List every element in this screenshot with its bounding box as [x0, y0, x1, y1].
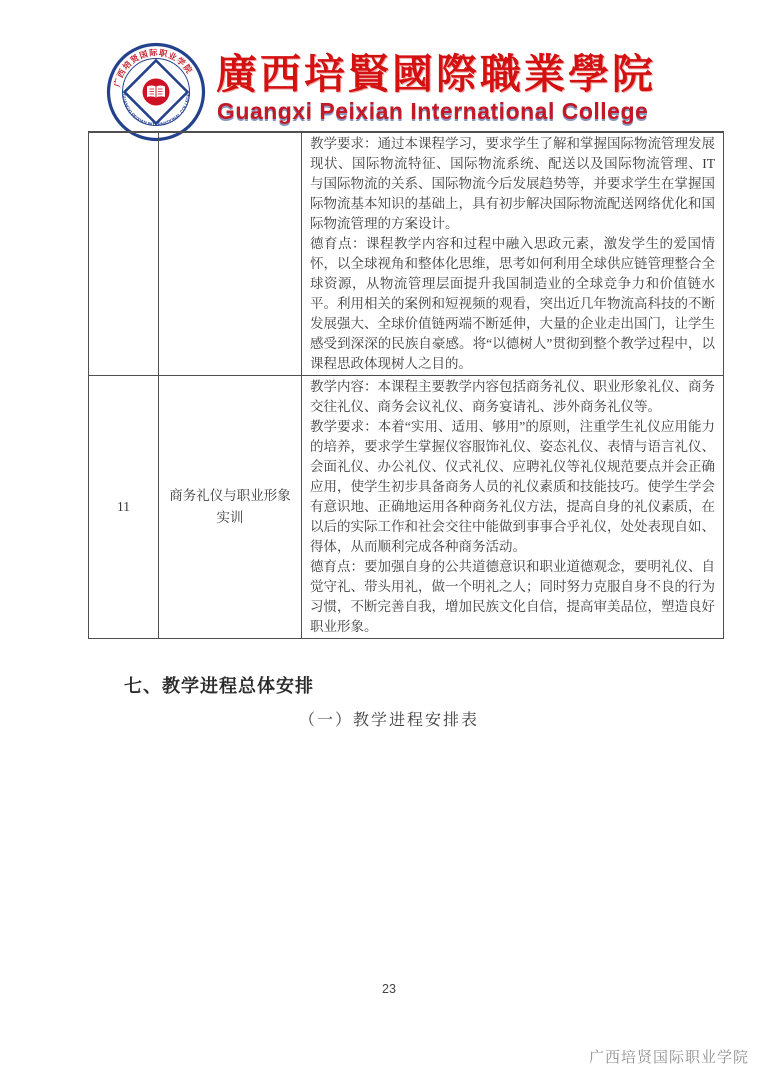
course-name-cell: 商务礼仪与职业形象实训: [159, 376, 302, 639]
course-desc-cell: [302, 132, 724, 376]
desc-paragraph: 教学内容：本课程主要教学内容包括商务礼仪、职业形象礼仪、商务交往礼仪、商务会议礼仪、商务宴请礼、涉外商务礼仪等。: [310, 379, 715, 414]
desc-paragraph: 教学要求：通过本课程学习，要求学生了解和掌握国际物流管理发展现状、国际物流特征、国际物流系统、配送以及国际物流管理、IT 与国际物流的关系、国际物流今后发展趋势等，并要求学生在掌握国际物流基本知识的基础上，具有初步解决国际物流配送网络优化和国际物流管理的方案设计。: [310, 136, 715, 231]
section-heading: 七、教学进程总体安排: [124, 676, 314, 696]
desc-paragraph: 德育点：课程教学内容和过程中融入思政元素，激发学生的爱国情怀，以全球视角和整体化思维，思考如何利用全球供应链管理整合全球资源，从物流管理层面提升我国制造业的全球竞争力和价值链水平。利用相关的案例和短视频的观看，突出近几年物流高科技的不断发展强大、全球价值链两端不断延伸，大量的企业走出国门，让学生感受到深深的民族自豪感。将“以德树人”贯彻到整个教学过程中，以课程思政体现树人之目的。: [310, 236, 715, 371]
open-book-icon: [147, 86, 165, 98]
logo-arc-text-en: GUANGXI PEIXIAN INTERNATIONAL COLLEGE: [121, 92, 192, 128]
course-table: [88, 131, 724, 639]
course-no-cell: 11: [89, 376, 159, 639]
table-row: [89, 376, 724, 639]
desc-paragraph: 教学要求：本着“实用、适用、够用”的原则，注重学生礼仪应用能力的培养，要求学生掌握仪容服饰礼仪、姿态礼仪、表情与语言礼仪、会面礼仪、办公礼仪、仪式礼仪、应聘礼仪等礼仪规范要点并会正确应用，使学生初步具备商务人员的礼仪素质和技能技巧。使学生学会有意识地、正确地运用各种商务礼仪方法，提高自身的礼仪素质，在以后的实际工作和社会交往中能做到事事合乎礼仪，处处表现自如、得体，从而顺利完成各种商务活动。: [310, 419, 715, 554]
desc-paragraph: 德育点：要加强自身的公共道德意识和职业道德观念，要明礼仪、自觉守礼、带头用礼，做一个明礼之人；同时努力克服自身不良的行为习惯，不断完善自我，增加民族文化自信，提高审美品位，塑造良好职业形象。: [310, 559, 715, 634]
footer-watermark: 广西培贤国际职业学院: [588, 1049, 749, 1066]
college-name-cn: 廣西培賢國際職業學院: [216, 50, 656, 98]
college-name-en: Guangxi Peixian International College: [217, 98, 649, 124]
table-row: [89, 132, 724, 376]
page-number: 23: [382, 982, 396, 996]
course-name-cell: [159, 132, 302, 376]
course-no-cell: [89, 132, 159, 376]
college-logo: [106, 42, 206, 142]
logo-arc-text-cn: 广西培贤国际职业学院: [112, 48, 195, 88]
course-desc-cell: [302, 376, 724, 639]
section-subheading: （一）教学进程安排表: [298, 712, 479, 729]
